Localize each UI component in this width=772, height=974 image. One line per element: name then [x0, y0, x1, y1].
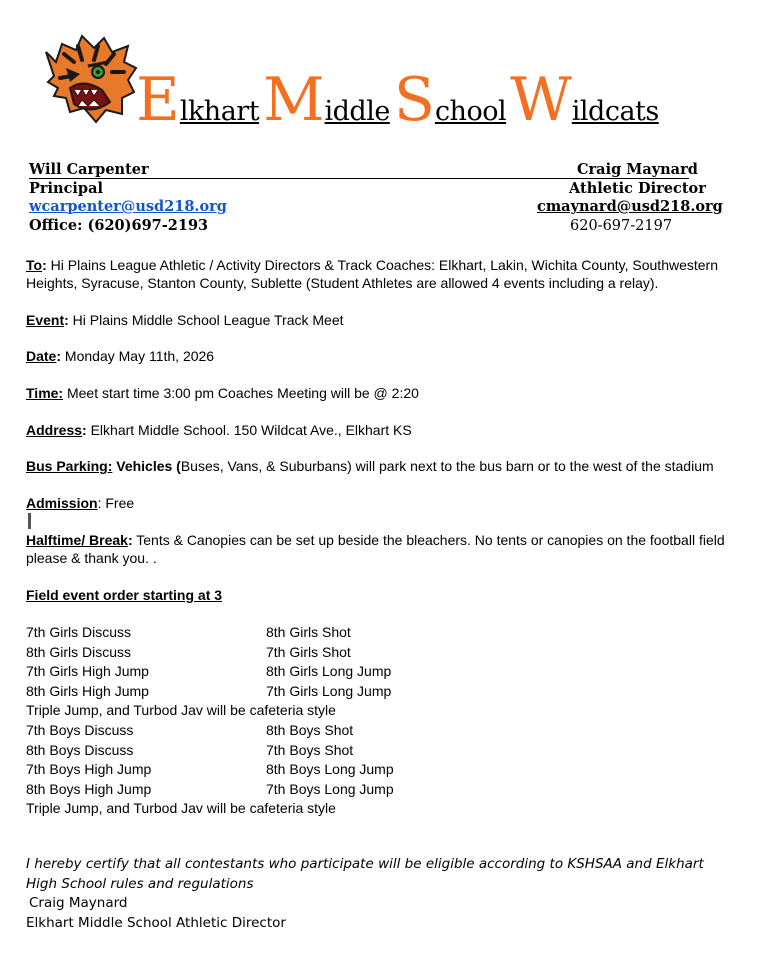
- bus-parking-vehicles: Vehicles (: [112, 458, 181, 474]
- principal-phone: Office: (620)697-2193: [29, 217, 209, 234]
- principal-role: Principal: [29, 180, 103, 197]
- list-item-note: Triple Jump, and Turbod Jav will be cafeteria style: [26, 800, 336, 817]
- admission-value: Free: [101, 495, 135, 511]
- title-initial-s: S: [393, 65, 435, 135]
- list-item: 7th Boys Discuss 8th Boys Shot: [26, 721, 354, 738]
- to-label: To: [26, 257, 43, 273]
- bus-parking-value: Buses, Vans, & Suburbans) will park next to the bus barn or to the west of the stadium: [180, 458, 714, 474]
- bus-parking-label: Bus Parking:: [26, 458, 113, 474]
- to-value: Hi Plains League Athletic / Activity Directors & Track Coaches: Elkhart, Lakin, Wichita County, Southwestern Heights, Syracuse, Stanton County, Sublette (Student Athletes are allowed 4 events including a relay).: [26, 257, 719, 291]
- field-event-list: [26, 623, 526, 819]
- halftime-paragraph: Halftime/ Break: Tents & Canopies can be set up beside the bleachers. No tents or canopies on the football field please & thank you. .: [26, 532, 725, 566]
- time-value: Meet start time 3:00 pm Coaches Meeting will be @ 2:20: [63, 385, 419, 401]
- signer-title: Elkhart Middle School Athletic Director: [26, 915, 286, 931]
- athletic-director-email-link[interactable]: cmaynard@usd218.org: [537, 198, 723, 215]
- to-paragraph: To: Hi Plains League Athletic / Activity Directors & Track Coaches: Elkhart, Lakin, Wichita County, Southwestern Heights, Syracuse, Stanton County, Sublette (Student Athletes are allowed 4 events including a relay).: [26, 257, 719, 291]
- school-title: [136, 65, 772, 140]
- event-value: Hi Plains Middle School League Track Meet: [68, 312, 344, 328]
- time-label: Time:: [26, 385, 64, 401]
- list-item-note: Triple Jump, and Turbod Jav will be cafeteria style: [26, 702, 336, 719]
- title-word-lkhart: lkhart: [179, 96, 260, 127]
- date-label: Date: [26, 348, 57, 364]
- principal-name: Will Carpenter: [29, 161, 149, 178]
- address-paragraph: Address: Elkhart Middle School. 150 Wildcat Ave., Elkhart KS: [26, 422, 412, 438]
- certification-statement: I hereby certify that all contestants who participate will be eligible according to KSHSAA and Elkhart High School rules and regulations: [26, 856, 704, 892]
- field-order-heading: Field event order starting at 3: [26, 587, 223, 603]
- athletic-director-name: Craig Maynard: [577, 161, 698, 178]
- address-label: Address: [26, 422, 83, 438]
- admission-paragraph: Admission: Free: [26, 495, 135, 511]
- list-item: 8th Boys Discuss 7th Boys Shot: [26, 741, 354, 758]
- principal-email-link[interactable]: wcarpenter@usd218.org: [29, 198, 227, 215]
- halftime-value: Tents & Canopies can be set up beside the bleachers. No tents or canopies on the football field please & thank you. .: [26, 532, 725, 566]
- date-value: Monday May 11th, 2026: [61, 348, 215, 364]
- title-initial-w: W: [510, 65, 572, 135]
- date-paragraph: Date: Monday May 11th, 2026: [26, 348, 215, 364]
- athletic-director-role: Athletic Director: [569, 180, 706, 197]
- admission-label: Admission: [26, 495, 98, 511]
- text-cursor: [28, 513, 31, 529]
- time-paragraph: [26, 384, 756, 402]
- title-initial-m: M: [263, 65, 325, 135]
- list-item: 8th Girls Discuss 7th Girls Shot: [26, 643, 351, 660]
- address-value: Elkhart Middle School. 150 Wildcat Ave., Elkhart KS: [86, 422, 412, 438]
- bus-parking-paragraph: [26, 457, 766, 475]
- list-item: 7th Girls Discuss 8th Girls Shot: [26, 624, 351, 640]
- title-word-ildcats: ildcats: [571, 96, 659, 127]
- event-paragraph: Event: Hi Plains Middle School League Track Meet: [26, 312, 344, 328]
- list-item: 8th Girls High Jump 7th Girls Long Jump: [26, 682, 392, 699]
- list-item: 7th Girls High Jump 8th Girls Long Jump: [26, 663, 392, 680]
- wildcat-logo-icon: [44, 32, 138, 126]
- title-word-iddle: iddle: [324, 96, 390, 127]
- athletic-director-phone: 620-697-2197: [570, 218, 673, 234]
- halftime-label: Halftime/ Break: [26, 532, 128, 548]
- title-initial-e: E: [136, 65, 180, 135]
- list-item: 8th Boys High Jump 7th Boys Long Jump: [26, 780, 394, 797]
- title-word-chool: chool: [434, 96, 507, 127]
- signer-name: Craig Maynard: [29, 895, 128, 911]
- event-label: Event: [26, 312, 65, 328]
- list-item: 7th Boys High Jump 8th Boys Long Jump: [26, 761, 394, 778]
